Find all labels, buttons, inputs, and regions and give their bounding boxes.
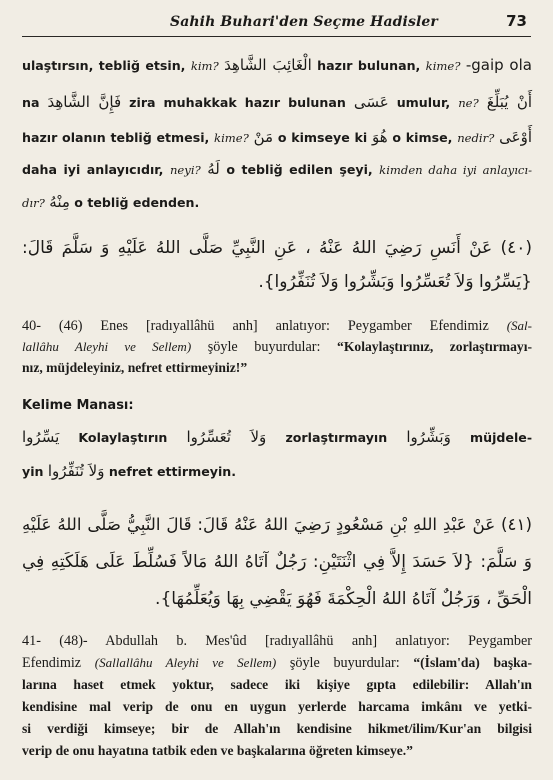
hadith-40-arabic-line-2: {يَسِّرُوا وَلاَ تُعَسِّرُوا وَبَشِّرُوا وَلاَ تُنَفِّرُوا}. — [258, 272, 532, 292]
hadith-41-translation-line-1: 41- (48)- Abdullah b. Mes'ûd [radıyallâhü anh] anlatıyor: Peygamber — [22, 633, 532, 649]
arabic-word: وَبَشِّرُوا — [406, 428, 451, 446]
text: müjdele- — [470, 430, 533, 445]
arabic-word: مَنْ — [253, 128, 274, 146]
quote: larına haset etmek yoktur, sadece iki kişiye gıpta edilebilir: Allah'ın — [22, 677, 532, 692]
text: zira muhakkak hazır bulunan — [129, 95, 346, 110]
honorific: lallâhu Aleyhi ve Sellem) — [22, 339, 192, 354]
arabic-word: وَلاَ تُنَفِّرُوا — [47, 462, 105, 480]
arabic-word: يَسِّرُوا — [22, 428, 60, 446]
text: na — [22, 95, 40, 110]
text: nefret ettirmeyin. — [108, 464, 237, 479]
text: o tebliğ edilen şeyi, — [226, 162, 373, 177]
quote: verip de onu hayatına tatbik eden ve başkalarına öğreten kimseye.” — [22, 743, 413, 758]
honorific: (Sallallâhu Aleyhi ve Sellem) — [94, 655, 277, 670]
question: kime? — [425, 59, 461, 73]
hadith-40-translation-line-1 — [22, 316, 532, 336]
kelime-line-1 — [22, 428, 532, 447]
hadith-40-translation-line-2 — [22, 337, 532, 357]
quote: si verdiği kimseye; bir de Allah'ın kendisine hikmet/ilim/Kur'an bilgisi — [22, 721, 532, 736]
arabic-word: فَإِنَّ الشَّاهِدَ — [47, 93, 122, 111]
quote: nız, müjdeleyiniz, nefret ettirmeyiniz!” — [22, 360, 248, 375]
quote: “Kolaylaştırınız, zorlaştırmayı- — [337, 339, 533, 354]
text: Efendimiz — [22, 655, 82, 671]
quote: kendisine mal verip de onu en uygun yerlerde harcama imkânı ve yetki- — [22, 699, 532, 714]
hadith-41-translation-line-3 — [22, 675, 532, 695]
text: daha iyi anlayıcıdır, — [22, 162, 164, 177]
arabic-word: عَسَى — [353, 93, 389, 111]
honorific: (Sal- — [506, 318, 532, 333]
kelime-line-2 — [22, 462, 532, 481]
text: Kolaylaştırın — [78, 430, 168, 445]
text: şöyle buyurdular: — [207, 339, 321, 355]
arabic-word: gaip ola- — [465, 56, 532, 74]
text: şöyle buyurdular: — [289, 655, 400, 671]
hadith-40-arabic-line-1: (٤٠) عَنْ أَنَسِ رَضِيَ اللهُ عَنْهُ ، عَنِ النَّبِيِّ صَلَّى اللهُ عَلَيْهِ وَ سَلَّمَ قَالَ: — [22, 238, 532, 258]
hadith-40-translation-line-3 — [22, 358, 532, 378]
glossary-line-3 — [22, 128, 532, 147]
glossary-line-4 — [22, 160, 532, 179]
glossary-line-5 — [22, 193, 532, 212]
hadith-41-translation-line-5 — [22, 719, 532, 739]
text: hazır bulunan, — [317, 58, 421, 73]
running-header — [22, 6, 531, 37]
text: ulaştırsın, tebliğ etsin, — [22, 58, 186, 73]
hadith-41-arabic-line-1: (٤١) عَنْ عَبْدِ اللهِ بْنِ مَسْعُودٍ رَضِيَ اللهُ عَنْهُ قَالَ: قَالَ النَّبِيُّ صَلَّى اللهُ عَلَيْهِ — [22, 514, 532, 534]
glossary-line-2 — [22, 93, 532, 112]
running-title: Sahih Buhari'den Seçme Hadisler — [170, 14, 438, 30]
hadith-41-arabic-line-2: وَ سَلَّمَ: {لاَ حَسَدَ إِلاَّ فِي اثْنَتَيْنِ: رَجُلٌ آتَاهُ اللهُ مَالاً فَسُلِّطَ عَلَى هَلَكَتِهِ فِي — [22, 552, 532, 572]
hadith-41-arabic-line-3: الْحَقِّ ، وَرَجُلٌ آتَاهُ اللهُ الْحِكْمَةَ فَهُوَ يَقْضِي بِهَا وَيُعَلِّمُهَا}. — [155, 589, 532, 609]
text: hazır olanın tebliğ etmesi, — [22, 130, 210, 145]
text: yin — [22, 464, 44, 479]
glossary-line-1 — [22, 56, 532, 75]
text: o tebliğ edenden. — [74, 195, 200, 210]
quote: “(İslam'da) — [413, 655, 480, 670]
text: zorlaştırmayın — [285, 430, 388, 445]
hadith-41-translation-line-4 — [22, 697, 532, 717]
question: dır? — [22, 196, 45, 210]
quote: başka- — [493, 655, 532, 670]
question: kim? — [190, 59, 219, 73]
section-heading: Kelime Manası: — [22, 398, 134, 413]
arabic-word: هُوَ — [371, 128, 388, 146]
question: kime? — [214, 131, 249, 145]
question: ne? — [458, 96, 479, 110]
page-number: 73 — [506, 12, 527, 30]
arabic-word: وَلاَ تُعَسِّرُوا — [186, 428, 267, 446]
question: kimden daha iyi anlayıcı- — [379, 163, 533, 177]
arabic-word: أَوْعَى — [499, 128, 533, 146]
question: nedir? — [457, 131, 495, 145]
text: 40- (46) Enes [radıyallâhü anh] anlatıyor: Peygamber Efendimiz — [22, 318, 489, 334]
text: umulur, — [396, 95, 451, 110]
hadith-41-translation-line-2 — [22, 653, 532, 673]
arabic-word: مِنْهُ — [49, 193, 70, 211]
hadith-41-translation-line-6 — [22, 741, 532, 761]
question: neyi? — [169, 163, 201, 177]
arabic-word: الْغَائِبَ الشَّاهِدَ — [224, 56, 312, 74]
text: o kimse, — [392, 130, 453, 145]
arabic-word: لَهُ — [207, 160, 220, 178]
text: o kimseye ki — [277, 130, 368, 145]
arabic-word: أَنْ يُبَلِّغَ — [486, 93, 533, 111]
